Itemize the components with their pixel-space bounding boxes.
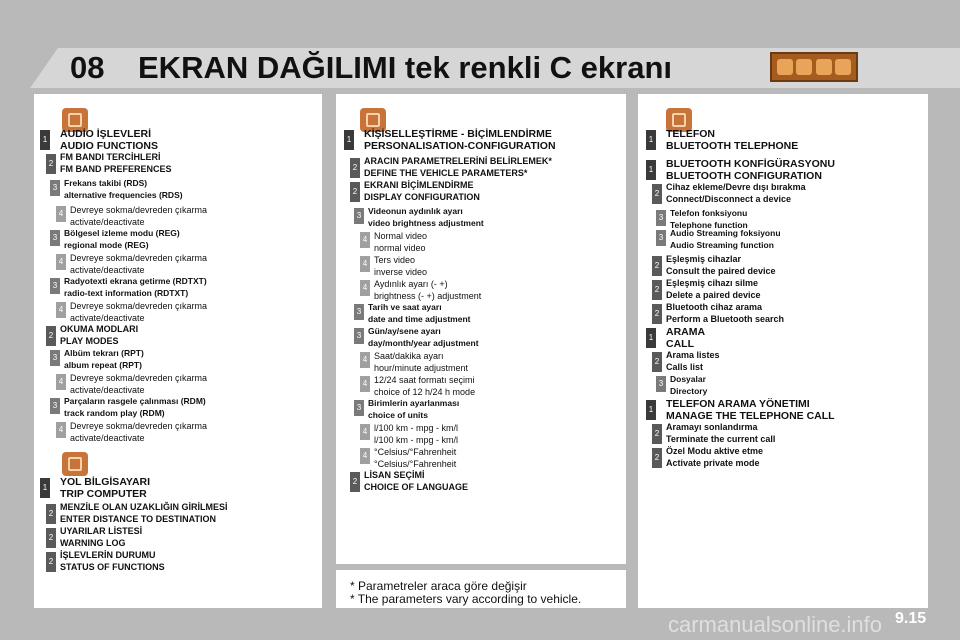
entry-english: normal video [374, 243, 426, 253]
menu-entry [374, 350, 468, 374]
level-3-badge: 3 [354, 400, 364, 416]
entry-english: l/100 km - mpg - km/l [374, 435, 459, 445]
entry-english: activate/deactivate [70, 265, 145, 275]
entry-english: DEFINE THE VEHICLE PARAMETERS* [364, 167, 528, 178]
level-4-badge: 4 [360, 376, 370, 392]
entry-turkish: İŞLEVLERİN DURUMU [60, 550, 156, 560]
entry-turkish: ARACIN PARAMETRELERİNİ BELİRLEMEK* [364, 156, 552, 166]
entry-turkish: BLUETOOTH KONFİGÜRASYONU [666, 158, 835, 170]
menu-entry [64, 396, 206, 419]
entry-turkish: KİŞİSELLEŞTİRME - BİÇİMLENDİRME [364, 128, 552, 140]
level-2-badge: 2 [350, 472, 360, 492]
menu-entry [666, 278, 761, 301]
entry-turkish: Devreye sokma/devreden çıkarma [70, 421, 208, 431]
menu-entry [666, 350, 720, 373]
entry-english: radio-text information (RDTXT) [64, 287, 189, 298]
level-2-badge: 2 [46, 326, 56, 346]
level-1-badge: 1 [646, 160, 656, 180]
level-4-badge: 4 [360, 232, 370, 248]
level-4-badge: 4 [56, 422, 66, 438]
level-2-badge: 2 [652, 352, 662, 372]
entry-english: CALL [666, 338, 694, 350]
entry-turkish: l/100 km - mpg - km/l [374, 423, 459, 433]
entry-turkish: AUDİO İŞLEVLERİ [60, 128, 152, 140]
entry-turkish: Audio Streaming foksiyonu [670, 228, 781, 238]
entry-turkish: Cihaz ekleme/Devre dışı bırakma [666, 182, 806, 192]
level-4-badge: 4 [360, 280, 370, 296]
entry-english: day/month/year adjustment [368, 337, 479, 348]
menu-entry [666, 182, 806, 205]
entry-turkish: UYARILAR LİSTESİ [60, 526, 143, 536]
level-2-badge: 2 [652, 280, 662, 300]
menu-entry [368, 398, 459, 421]
entry-english: Directory [670, 385, 708, 396]
entry-english: hour/minute adjustment [374, 363, 469, 373]
level-4-badge: 4 [360, 448, 370, 464]
level-3-badge: 3 [656, 230, 666, 246]
menu-entry [60, 152, 172, 175]
chapter-number: 08 [70, 50, 105, 85]
entry-turkish: Birimlerin ayarlanması [368, 398, 460, 408]
menu-entry [64, 178, 183, 201]
menu-entry [374, 446, 456, 470]
entry-english: BLUETOOTH TELEPHONE [666, 140, 799, 152]
entry-turkish: Dosyalar [670, 374, 706, 384]
menu-entry [364, 128, 556, 152]
entry-turkish: ARAMA [666, 326, 706, 338]
menu-entry [70, 420, 207, 444]
entry-english: activate/deactivate [70, 313, 145, 323]
trip-computer-icon [62, 452, 88, 476]
menu-entry [70, 300, 207, 324]
entry-turkish: Radyotexti ekrana getirme (RDTXT) [64, 276, 207, 286]
entry-turkish: Devreye sokma/devreden çıkarma [70, 253, 208, 263]
entry-turkish: Özel Modu aktive etme [666, 446, 764, 456]
entry-english: BLUETOOTH CONFIGURATION [666, 170, 822, 182]
entry-english: video brightness adjustment [368, 217, 484, 228]
entry-english: album repeat (RPT) [64, 359, 142, 370]
page-title: EKRAN DAĞILIMI tek renkli C ekranı [138, 50, 673, 85]
entry-english: choice of units [368, 409, 428, 420]
menu-entry [368, 326, 479, 349]
level-4-badge: 4 [56, 206, 66, 222]
level-1-badge: 1 [646, 328, 656, 348]
level-2-badge: 2 [652, 448, 662, 468]
entry-turkish: Saat/dakika ayarı [374, 351, 444, 361]
entry-turkish: Bölgesel izleme modu (REG) [64, 228, 180, 238]
level-3-badge: 3 [656, 376, 666, 392]
entry-english: choice of 12 h/24 h mode [374, 387, 476, 397]
entry-english: activate/deactivate [70, 385, 145, 395]
entry-turkish: YOL BİLGİSAYARI [60, 476, 151, 488]
level-3-badge: 3 [50, 398, 60, 414]
menu-entry [666, 128, 798, 152]
entry-english: STATUS OF FUNCTIONS [60, 561, 165, 572]
entry-turkish: TELEFON ARAMA YÖNETIMI [666, 398, 810, 410]
menu-entry [666, 398, 835, 422]
entry-turkish: Devreye sokma/devreden çıkarma [70, 205, 208, 215]
entry-english: regional mode (REG) [64, 239, 149, 250]
entry-english: Connect/Disconnect a device [666, 193, 792, 204]
entry-turkish: OKUMA MODLARI [60, 324, 139, 334]
entry-english: activate/deactivate [70, 217, 145, 227]
entry-english: Consult the paired device [666, 265, 776, 276]
level-3-badge: 3 [354, 304, 364, 320]
level-1-badge: 1 [344, 130, 354, 150]
entry-turkish: Videonun aydınlık ayarı [368, 206, 463, 216]
entry-english: PLAY MODES [60, 335, 119, 346]
level-3-badge: 3 [50, 278, 60, 294]
entry-turkish: Eşleşmiş cihazı silme [666, 278, 759, 288]
entry-english: Perform a Bluetooth search [666, 313, 785, 324]
level-2-badge: 2 [46, 154, 56, 174]
entry-turkish: Telefon fonksiyonu [670, 208, 748, 218]
level-2-badge: 2 [350, 158, 360, 178]
entry-english: AUDIO FUNCTIONS [60, 140, 158, 152]
entry-english: WARNING LOG [60, 537, 126, 548]
level-3-badge: 3 [50, 230, 60, 246]
menu-entry [70, 372, 207, 396]
menu-entry [666, 302, 784, 325]
entry-turkish: °Celsius/°Fahrenheit [374, 447, 457, 457]
entry-english: Audio Streaming function [670, 239, 774, 250]
entry-english: TRIP COMPUTER [60, 488, 147, 500]
entry-turkish: Parçaların rasgele çalınması (RDM) [64, 396, 206, 406]
entry-turkish: FM BANDI TERCİHLERİ [60, 152, 161, 162]
entry-turkish: TELEFON [666, 128, 715, 140]
level-2-badge: 2 [652, 304, 662, 324]
entry-english: MANAGE THE TELEPHONE CALL [666, 410, 835, 422]
entry-turkish: Tarih ve saat ayarı [368, 302, 442, 312]
level-3-badge: 3 [656, 210, 666, 226]
menu-entry [64, 228, 180, 251]
level-2-badge: 2 [350, 182, 360, 202]
level-2-badge: 2 [46, 528, 56, 548]
entry-turkish: Devreye sokma/devreden çıkarma [70, 373, 208, 383]
entry-turkish: Arama listes [666, 350, 720, 360]
level-4-badge: 4 [56, 374, 66, 390]
level-2-badge: 2 [652, 256, 662, 276]
menu-entry [70, 252, 207, 276]
page-number: 9.15 [895, 610, 927, 627]
entry-english: ENTER DISTANCE TO DESTINATION [60, 513, 217, 524]
footnote [350, 580, 581, 606]
entry-turkish: Aramayı sonlandırma [666, 422, 758, 432]
entry-english: CHOICE OF LANGUAGE [364, 481, 469, 492]
entry-turkish: Aydınlık ayarı (- +) [374, 279, 448, 289]
menu-entry [666, 254, 776, 277]
entry-english: activate/deactivate [70, 433, 145, 443]
level-1-badge: 1 [646, 130, 656, 150]
level-2-badge: 2 [652, 424, 662, 444]
menu-entry [374, 422, 458, 446]
menu-entry [64, 276, 207, 299]
menu-entry [670, 228, 781, 251]
menu-entry [60, 502, 228, 525]
entry-english: brightness (- +) adjustment [374, 291, 482, 301]
entry-english: inverse video [374, 267, 428, 277]
menu-entry [364, 180, 480, 203]
entry-english: date and time adjustment [368, 313, 471, 324]
entry-english: PERSONALISATION-CONFIGURATION [364, 140, 556, 152]
entry-english: FM BAND PREFERENCES [60, 163, 172, 174]
level-3-badge: 3 [50, 180, 60, 196]
menu-entry [368, 206, 484, 229]
entry-english: Delete a paired device [666, 289, 761, 300]
entry-turkish: Bluetooth cihaz arama [666, 302, 763, 312]
level-1-badge: 1 [40, 478, 50, 498]
footnote-line-tr: * Parametreler araca göre değişir [350, 579, 527, 593]
footnote-line-en: * The parameters vary according to vehicle. [350, 592, 582, 606]
menu-entry [364, 156, 552, 179]
screen-thumbnail-icon [770, 52, 858, 82]
menu-entry [374, 374, 475, 398]
level-2-badge: 2 [46, 504, 56, 524]
menu-entry [364, 470, 468, 493]
entry-turkish: Ters video [374, 255, 416, 265]
entry-english: Activate private mode [666, 457, 760, 468]
entry-english: °Celsius/°Fahrenheit [374, 459, 457, 469]
entry-turkish: LİSAN SEÇİMİ [364, 470, 425, 480]
level-2-badge: 2 [46, 552, 56, 572]
menu-entry [368, 302, 471, 325]
entry-english: Calls list [666, 361, 704, 372]
menu-entry [60, 476, 150, 500]
watermark: carmanualsonline.info [668, 612, 883, 637]
level-3-badge: 3 [354, 328, 364, 344]
entry-english: Telephone function [670, 219, 748, 230]
menu-entry [60, 324, 138, 347]
level-4-badge: 4 [360, 256, 370, 272]
menu-entry [60, 128, 158, 152]
entry-turkish: Normal video [374, 231, 428, 241]
entry-turkish: Frekans takibi (RDS) [64, 178, 148, 188]
level-4-badge: 4 [56, 254, 66, 270]
menu-entry [374, 230, 427, 254]
level-1-badge: 1 [646, 400, 656, 420]
entry-english: track random play (RDM) [64, 407, 165, 418]
menu-entry [666, 326, 705, 350]
entry-turkish: Devreye sokma/devreden çıkarma [70, 301, 208, 311]
level-4-badge: 4 [56, 302, 66, 318]
entry-turkish: Albüm tekrarı (RPT) [64, 348, 144, 358]
menu-entry [666, 422, 775, 445]
menu-entry [374, 278, 481, 302]
entry-turkish: 12/24 saat formatı seçimi [374, 375, 475, 385]
menu-entry [60, 526, 142, 549]
level-1-badge: 1 [40, 130, 50, 150]
entry-turkish: Gün/ay/sene ayarı [368, 326, 441, 336]
menu-entry [64, 348, 144, 371]
menu-entry [666, 158, 835, 182]
menu-entry [666, 446, 763, 469]
entry-turkish: Eşleşmiş cihazlar [666, 254, 742, 264]
menu-entry [60, 550, 165, 573]
entry-english: DISPLAY CONFIGURATION [364, 191, 480, 202]
level-4-badge: 4 [360, 352, 370, 368]
entry-turkish: EKRANI BİÇİMLENDİRME [364, 180, 474, 190]
level-3-badge: 3 [354, 208, 364, 224]
menu-entry [670, 374, 707, 397]
level-3-badge: 3 [50, 350, 60, 366]
menu-entry [70, 204, 207, 228]
menu-entry [374, 254, 427, 278]
level-4-badge: 4 [360, 424, 370, 440]
entry-turkish: MENZİLE OLAN UZAKLIĞIN GİRİLMESİ [60, 502, 228, 512]
entry-english: Terminate the current call [666, 433, 776, 444]
entry-english: alternative frequencies (RDS) [64, 189, 183, 200]
level-2-badge: 2 [652, 184, 662, 204]
